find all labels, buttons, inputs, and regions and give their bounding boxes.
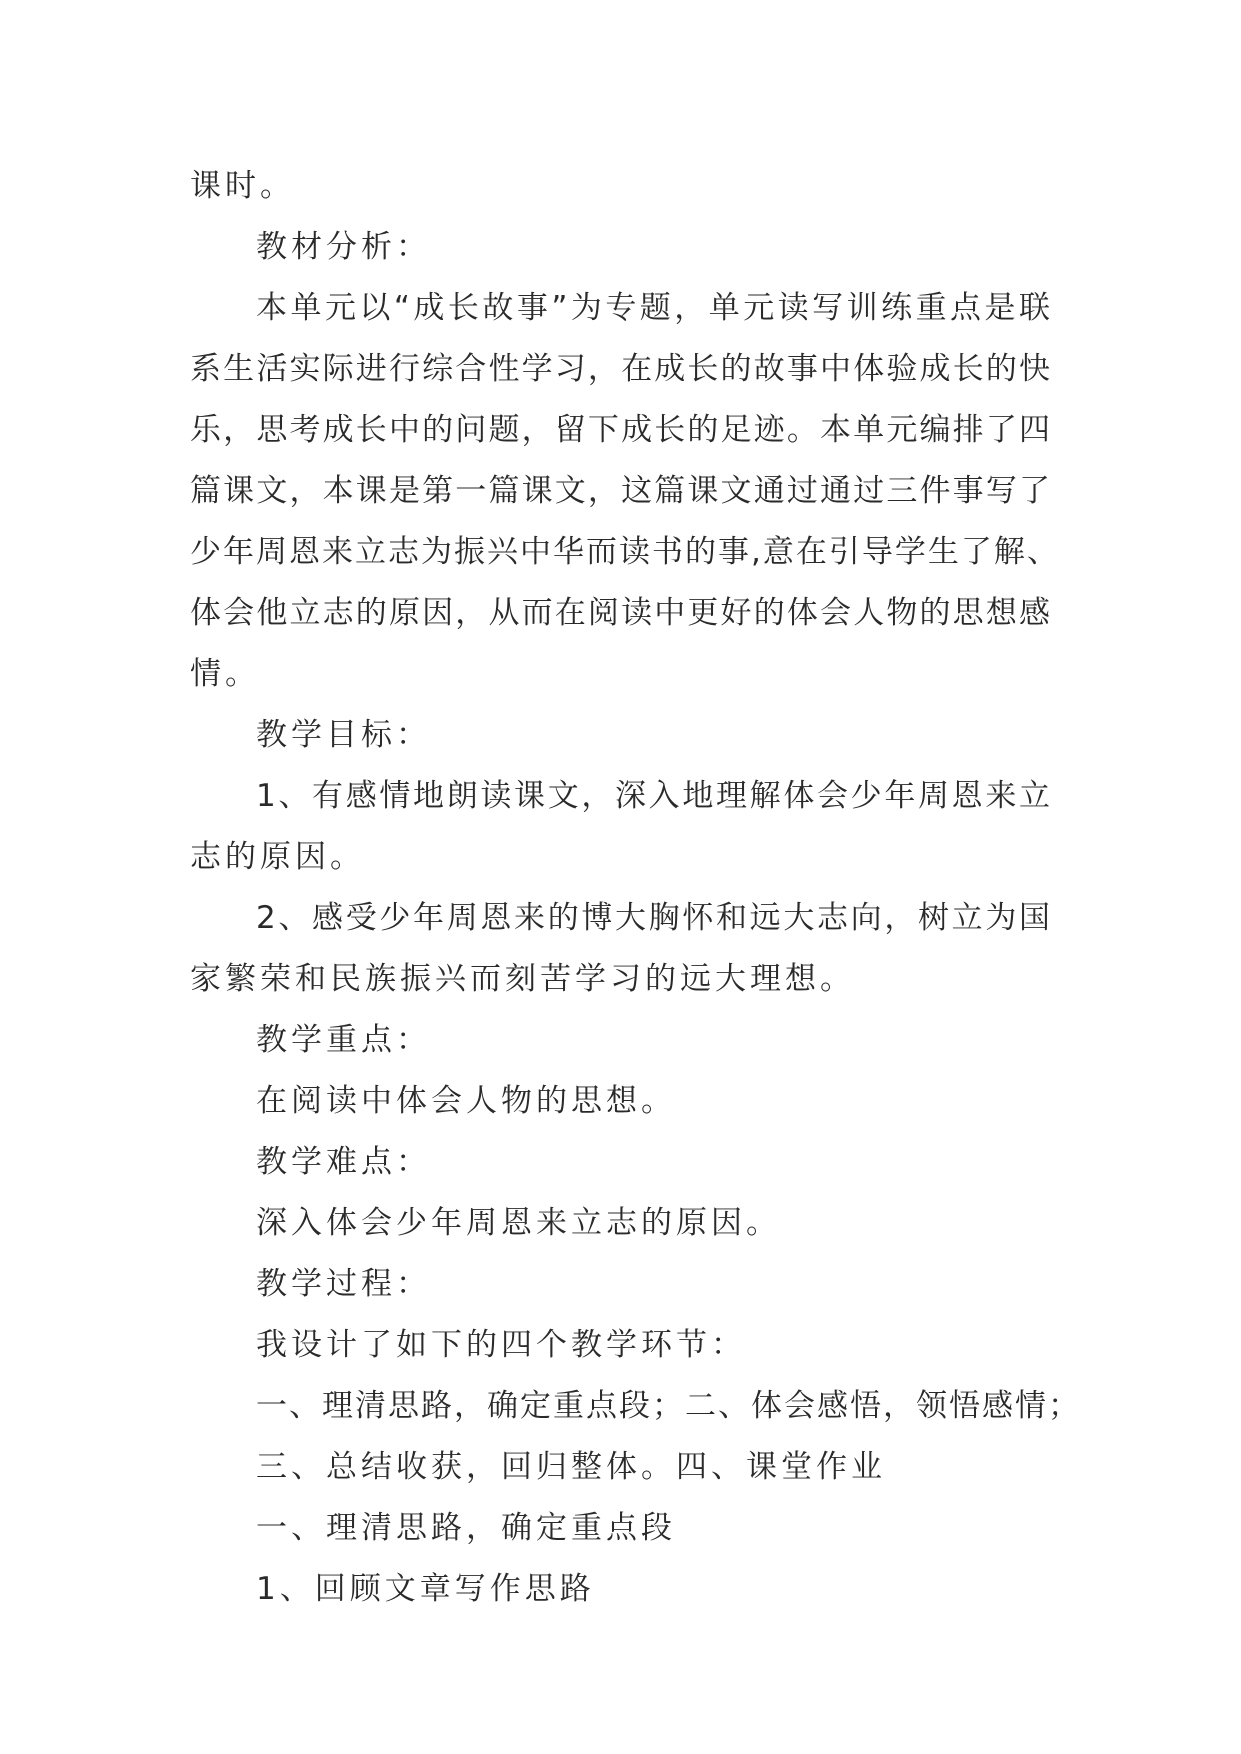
goal-item-2: 2、感受少年周恩来的博大胸怀和远大志向，树立为国 <box>256 900 1052 936</box>
section-heading-1: 一、理清思路，确定重点段 <box>256 1510 676 1546</box>
paragraph-line: 篇课文，本课是第一篇课文，这篇课文通过通过三件事写了 <box>190 473 1052 509</box>
paragraph-line: 体会他立志的原因，从而在阅读中更好的体会人物的思想感 <box>190 595 1052 631</box>
paragraph-line: 乐，思考成长中的问题，留下成长的足迹。本单元编排了四 <box>190 412 1052 448</box>
process-intro: 我设计了如下的四个教学环节： <box>256 1327 746 1363</box>
heading-teaching-goals: 教学目标： <box>256 717 431 753</box>
subsection-heading-1: 1、回顾文章写作思路 <box>256 1571 595 1607</box>
process-steps-line-2: 三、总结收获，回归整体。四、课堂作业 <box>256 1449 886 1485</box>
line-1: 课时。 <box>190 168 295 204</box>
goal-item-1: 1、有感情地朗读课文，深入地理解体会少年周恩来立 <box>256 778 1052 814</box>
paragraph-line: 本单元以“成长故事”为专题，单元读写训练重点是联 <box>256 290 1052 326</box>
paragraph-line: 情。 <box>190 656 260 692</box>
paragraph-line: 系生活实际进行综合性学习，在成长的故事中体验成长的快 <box>190 351 1052 387</box>
difficulties-text: 深入体会少年周恩来立志的原因。 <box>256 1205 781 1241</box>
heading-key-points: 教学重点： <box>256 1022 431 1058</box>
goal-item-2-continued: 家繁荣和民族振兴而刻苦学习的远大理想。 <box>190 961 855 997</box>
process-steps-line-1: 一、理清思路，确定重点段；二、体会感悟，领悟感情； <box>256 1388 1081 1424</box>
heading-textbook-analysis: 教材分析： <box>256 229 431 265</box>
document-body <box>190 156 1081 1620</box>
goal-item-1-continued: 志的原因。 <box>190 839 365 875</box>
heading-teaching-process: 教学过程： <box>256 1266 431 1302</box>
key-points-text: 在阅读中体会人物的思想。 <box>256 1083 676 1119</box>
heading-difficulties: 教学难点： <box>256 1144 431 1180</box>
paragraph-line: 少年周恩来立志为振兴中华而读书的事,意在引导学生了解、 <box>190 534 1060 570</box>
